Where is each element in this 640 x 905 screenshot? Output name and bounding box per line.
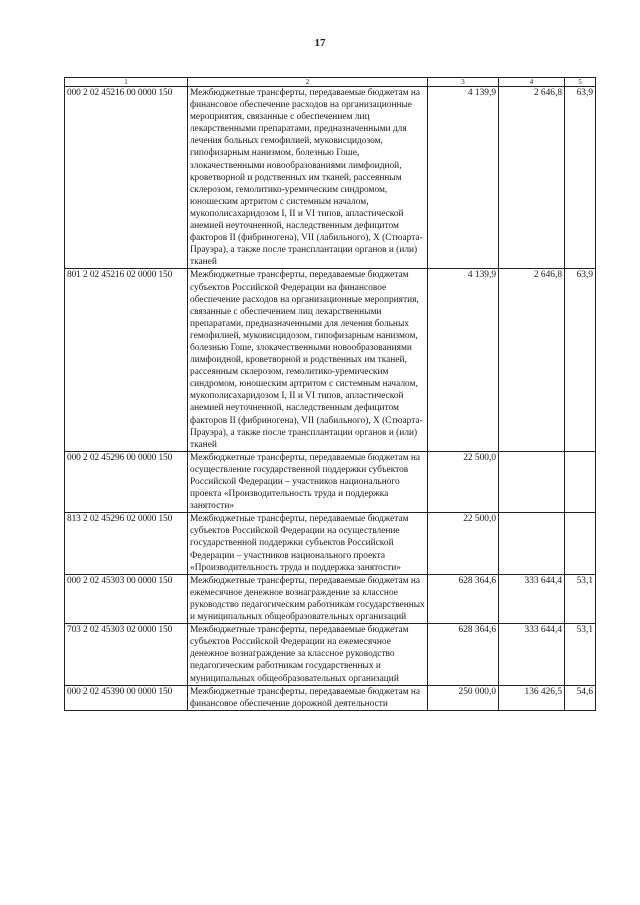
budget-code-cell: 000 2 02 45296 00 0000 150 bbox=[65, 451, 188, 512]
description-cell: Межбюджетные трансферты, передаваемые бюджетам субъектов Российской Федерации на ежемесячное денежное вознаграждение за классное руководство педагогическим работникам государственных и муниципальных общеобразовательных организаций bbox=[188, 624, 428, 685]
percent-cell: 53,1 bbox=[565, 574, 596, 623]
description-cell: Межбюджетные трансферты, передаваемые бюджетам на осуществление государственной поддержки субъектов Российской Федерации – участников национального проекта «Производительность труда и поддержка занятости» bbox=[188, 451, 428, 512]
budget-code-cell: 000 2 02 45216 00 0000 150 bbox=[65, 87, 188, 269]
budget-table bbox=[64, 77, 596, 711]
column-number: 1 bbox=[65, 78, 188, 87]
budget-code-cell: 000 2 02 45303 00 0000 150 bbox=[65, 574, 188, 623]
description-cell: Межбюджетные трансферты, передаваемые бюджетам на финансовое обеспечение дорожной деятельности bbox=[188, 685, 428, 710]
table-row bbox=[65, 624, 596, 685]
column-number: 3 bbox=[428, 78, 499, 87]
table-row bbox=[65, 87, 596, 269]
planned-amount-cell: 628 364,6 bbox=[428, 574, 499, 623]
page-number: 17 bbox=[314, 37, 326, 49]
column-number-row bbox=[65, 78, 596, 87]
actual-amount-cell: 2 646,8 bbox=[499, 87, 565, 269]
description-cell: Межбюджетные трансферты, передаваемые бюджетам субъектов Российской Федерации на осуществление государственной поддержки субъектов Российской Федерации – участников национального проекта «Производительность труда и поддержка занятости» bbox=[188, 513, 428, 574]
planned-amount-cell: 4 139,9 bbox=[428, 87, 499, 269]
planned-amount-cell: 628 364,6 bbox=[428, 624, 499, 685]
description-cell: Межбюджетные трансферты, передаваемые бюджетам на финансовое обеспечение расходов на организационные мероприятия, связанные с обеспечением лиц лекарственными препаратами, предназначенными для лечения больных гемофилией, муковисцидозом, гипофизарным нанизмом, болезнью Гоше, злокачественными новообразованиями лимфоидной, кроветворной и родственных им тканей, рассеянным склерозом, гемолитико-уремическим синдромом, юношеским артритом с системным началом, мукополисахаридозом I, II и VI типов, апластической анемией неуточненной, наследственным дефицитом факторов II (фибриногена), VII (лабильного), X (Стюарта-Прауэра), а также после трансплантации органов и (или) тканей bbox=[188, 87, 428, 269]
description-cell: Межбюджетные трансферты, передаваемые бюджетам субъектов Российской Федерации на финансовое обеспечение расходов на организационные мероприятия, связанные с обеспечением лиц лекарственными препаратами, предназначенными для лечения больных гемофилией, муковисцидозом, гипофизарным нанизмом, болезнью Гоше, злокачественными новообразованиями лимфоидной, кроветворной и родственных им тканей, рассеянным склерозом, гемолитико-уремическим синдромом, юношеским артритом с системным началом, мукополисахаридозом I, II и VI типов, апластической анемией неуточненной, наследственным дефицитом факторов II (фибриногена), VII (лабильного), X (Стюарта-Прауэра), а также после трансплантации органов и (или) тканей bbox=[188, 269, 428, 451]
actual-amount-cell bbox=[499, 513, 565, 574]
percent-cell bbox=[565, 513, 596, 574]
percent-cell: 53,1 bbox=[565, 624, 596, 685]
percent-cell: 63,9 bbox=[565, 87, 596, 269]
budget-code-cell: 801 2 02 45216 02 0000 150 bbox=[65, 269, 188, 451]
actual-amount-cell: 136 426,5 bbox=[499, 685, 565, 710]
percent-cell: 54,6 bbox=[565, 685, 596, 710]
table-row bbox=[65, 513, 596, 574]
column-number: 5 bbox=[565, 78, 596, 87]
budget-code-cell: 703 2 02 45303 02 0000 150 bbox=[65, 624, 188, 685]
actual-amount-cell: 333 644,4 bbox=[499, 624, 565, 685]
column-number: 2 bbox=[188, 78, 428, 87]
description-cell: Межбюджетные трансферты, передаваемые бюджетам на ежемесячное денежное вознаграждение за классное руководство педагогическим работникам государственных и муниципальных общеобразовательных организаций bbox=[188, 574, 428, 623]
budget-code-cell: 813 2 02 45296 02 0000 150 bbox=[65, 513, 188, 574]
actual-amount-cell: 2 646,8 bbox=[499, 269, 565, 451]
actual-amount-cell bbox=[499, 451, 565, 512]
percent-cell bbox=[565, 451, 596, 512]
table-row bbox=[65, 574, 596, 623]
table-row bbox=[65, 685, 596, 710]
percent-cell: 63,9 bbox=[565, 269, 596, 451]
table-row bbox=[65, 269, 596, 451]
planned-amount-cell: 250 000,0 bbox=[428, 685, 499, 710]
table-row bbox=[65, 451, 596, 512]
budget-code-cell: 000 2 02 45390 00 0000 150 bbox=[65, 685, 188, 710]
planned-amount-cell: 22 500,0 bbox=[428, 513, 499, 574]
planned-amount-cell: 22 500,0 bbox=[428, 451, 499, 512]
column-number: 4 bbox=[499, 78, 565, 87]
planned-amount-cell: 4 139,9 bbox=[428, 269, 499, 451]
actual-amount-cell: 333 644,4 bbox=[499, 574, 565, 623]
